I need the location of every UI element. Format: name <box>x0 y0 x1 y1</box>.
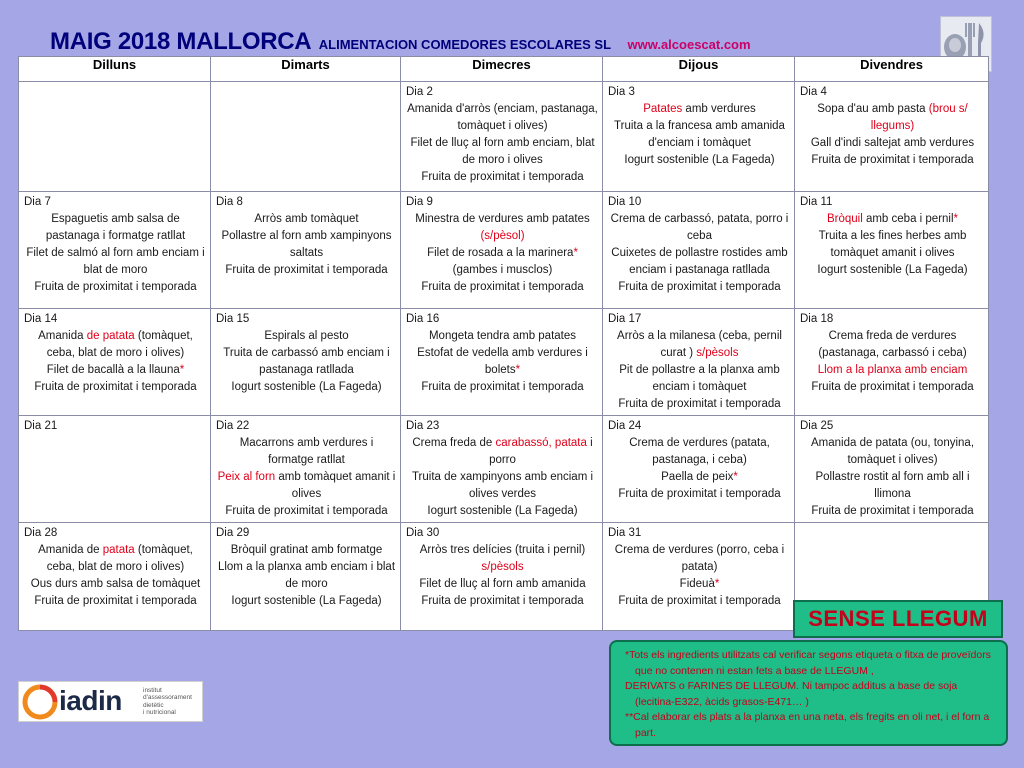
dish-line <box>608 211 791 245</box>
dish-line <box>406 435 599 469</box>
dish-line <box>406 328 599 345</box>
dish-text: Espirals al pesto <box>264 330 349 342</box>
day-label: Dia 23 <box>406 420 440 432</box>
dish-text: Truita de xampinyons amb enciam i olives verdes <box>411 471 594 500</box>
dish-text: Paella de peix <box>661 471 734 483</box>
day-label: Dia 29 <box>216 527 250 539</box>
iadin-logo <box>18 681 203 722</box>
dish-text: Amanida d'arròs (enciam, pastanaga, tomàquet i olives) <box>407 103 598 132</box>
dish-text: amb ceba i pernil <box>862 213 954 225</box>
dish-line <box>608 435 791 469</box>
dish-text: Fruita de proximitat i temporada <box>34 595 197 607</box>
dish-line <box>406 345 599 379</box>
highlighted-ingredient: * <box>179 364 185 376</box>
day-label: Dia 14 <box>24 313 58 325</box>
note-line: (lecitina-E322, àcids grasos-E471… ) <box>635 695 809 708</box>
menu-cell <box>603 309 795 416</box>
dish-line <box>406 469 599 503</box>
dish-text: Crema de verdures (patata, pastanaga, i ceba) <box>629 437 770 466</box>
dish-line <box>406 593 599 610</box>
dish-line <box>24 245 207 279</box>
dish-text: Arròs tres delícies (truita i pernil) <box>419 544 586 556</box>
note-line: DERIVATS o FARINES DE LLEGUM. Ni tampoc additus a base de soja <box>625 680 958 692</box>
dish-line <box>800 228 985 262</box>
dish-text: Amanida de patata (ou, tonyina, tomàquet i olives) <box>810 437 975 466</box>
dish-text: Crema freda de <box>412 437 496 449</box>
menu-cell <box>19 82 211 192</box>
dish-line <box>608 396 791 413</box>
dish-text: Fruita de proximitat i temporada <box>225 264 388 276</box>
menu-cell <box>603 192 795 309</box>
dish-line <box>800 262 985 279</box>
dish-line <box>800 211 985 228</box>
dish-line <box>24 279 207 296</box>
dish-text: (tomàquet, ceba, blat de moro i olives) <box>46 330 193 359</box>
dish-text: Gall d'indi saltejat amb verdures <box>810 137 975 149</box>
day-label: Dia 7 <box>24 196 51 208</box>
day-label: Dia 24 <box>608 420 642 432</box>
dish-text: Fruita de proximitat i temporada <box>618 488 781 500</box>
dish-text: Pollastre rostit al forn amb all i llimona <box>815 471 970 500</box>
dish-text: Filet de rosada a la marinera <box>427 247 574 259</box>
day-label: Dia 21 <box>24 420 58 432</box>
page-title <box>50 28 751 56</box>
header-dijous: Dijous <box>603 57 795 82</box>
menu-table <box>18 56 989 631</box>
dish-line <box>216 262 397 279</box>
dish-line <box>24 576 207 593</box>
weekday-header-row <box>19 57 989 82</box>
dish-text: Arròs a la milanesa (ceba, pernil curat ) <box>617 330 782 359</box>
dish-text: Fruita de proximitat i temporada <box>34 281 197 293</box>
dish-text: Iogurt sostenible (La Fageda) <box>624 154 775 166</box>
dish-line <box>608 542 791 576</box>
dish-line <box>800 152 985 169</box>
highlighted-ingredient: (s/pèsol) <box>480 230 525 242</box>
week-row <box>19 192 989 309</box>
dish-line <box>800 101 985 135</box>
dish-line <box>608 362 791 396</box>
day-label: Dia 15 <box>216 313 250 325</box>
note-line: *Tots els ingredients utilitzats cal verificar segons etiqueta o fitxa de proveïdors <box>625 649 991 661</box>
menu-cell <box>795 416 989 523</box>
day-label: Dia 25 <box>800 420 834 432</box>
dish-text: Bròquil gratinat amb formatge <box>230 544 383 556</box>
day-label: Dia 18 <box>800 313 834 325</box>
day-label: Dia 2 <box>406 86 433 98</box>
highlighted-ingredient: Patates <box>643 103 683 115</box>
dish-line <box>216 559 397 593</box>
dish-line <box>800 362 985 379</box>
menu-cell <box>795 309 989 416</box>
dish-line <box>608 152 791 169</box>
dish-text: Truita a la francesa amb amanida d'enciam i tomàquet <box>614 120 785 149</box>
header-divendres: Divendres <box>795 57 989 82</box>
dish-text: Fruita de proximitat i temporada <box>618 281 781 293</box>
dish-text: Truita de carbassó amb enciam i pastanaga ratllada <box>223 347 390 376</box>
dish-text: Iogurt sostenible (La Fageda) <box>231 381 382 393</box>
day-label: Dia 30 <box>406 527 440 539</box>
dish-text: amb tomàquet amanit i olives <box>275 471 396 500</box>
dish-line <box>24 542 207 576</box>
dish-line <box>406 135 599 169</box>
dish-line <box>216 593 397 610</box>
dish-line <box>406 169 599 186</box>
header-dimecres: Dimecres <box>401 57 603 82</box>
highlighted-ingredient: * <box>733 471 738 483</box>
dish-line <box>800 135 985 152</box>
highlighted-ingredient: Peix al forn <box>217 471 276 483</box>
day-label: Dia 11 <box>800 196 833 208</box>
dish-text: Estofat de vedella amb verdures i bolets <box>417 347 588 376</box>
dish-text: Iogurt sostenible (La Fageda) <box>231 595 382 607</box>
dish-line <box>24 362 207 379</box>
dish-line <box>406 279 599 296</box>
dish-line <box>216 379 397 396</box>
dish-line <box>216 211 397 228</box>
dish-text: Filet de lluç al forn amb enciam, blat de moro i olives <box>410 137 595 166</box>
dish-line <box>216 503 397 520</box>
day-label: Dia 3 <box>608 86 635 98</box>
menu-cell <box>211 82 401 192</box>
dish-line <box>800 469 985 503</box>
highlighted-ingredient: s/pèsols <box>481 561 524 573</box>
dish-text: Espaguetis amb salsa de pastanaga i formatge ratllat <box>45 213 186 242</box>
dish-text: (gambes i musclos) <box>452 264 553 276</box>
dish-text: Iogurt sostenible (La Fageda) <box>817 264 968 276</box>
dish-text: Filet de salmó al forn amb enciam i blat de moro <box>26 247 205 276</box>
menu-cell <box>19 416 211 523</box>
website-link[interactable]: www.alcoescat.com <box>627 37 751 52</box>
highlighted-ingredient: carabassó, patata <box>495 437 587 449</box>
menu-cell <box>19 523 211 631</box>
dish-line <box>406 211 599 245</box>
title-company: ALIMENTACION COMEDORES ESCOLARES SL <box>318 37 612 52</box>
dish-text: Filet de bacallà a la llauna <box>46 364 180 376</box>
dish-line <box>216 435 397 469</box>
dish-line <box>608 118 791 152</box>
highlighted-ingredient: s/pèsols <box>696 347 739 359</box>
dish-text: Fruita de proximitat i temporada <box>34 381 197 393</box>
menu-cell <box>211 309 401 416</box>
highlighted-ingredient: * <box>953 213 959 225</box>
dish-text: Crema de verdures (porro, ceba i patata) <box>614 544 785 573</box>
note-line: **Cal elaborar els plats a la planxa en una neta, els fregits en oli net, i el forn a <box>625 711 990 723</box>
dish-text: Fruita de proximitat i temporada <box>618 595 781 607</box>
dish-line <box>608 486 791 503</box>
menu-cell <box>401 309 603 416</box>
dish-text: Amanida <box>38 330 87 342</box>
dish-line <box>216 542 397 559</box>
dish-line <box>800 379 985 396</box>
menu-cell <box>603 82 795 192</box>
highlighted-ingredient: * <box>714 578 720 590</box>
iadin-tagline: institut d'assessorament dietètic i nutricional <box>143 687 192 716</box>
menu-cell <box>795 192 989 309</box>
dish-text: Macarrons amb verdures i formatge ratllat <box>239 437 374 466</box>
dish-line <box>800 503 985 520</box>
dish-text: Pollastre al forn amb xampinyons saltats <box>221 230 392 259</box>
dish-line <box>608 593 791 610</box>
menu-cell <box>401 523 603 631</box>
dish-line <box>24 379 207 396</box>
dish-line <box>608 576 791 593</box>
dish-line <box>608 469 791 486</box>
iadin-wordmark: iadin <box>59 685 122 716</box>
note-line: part. <box>635 726 657 739</box>
dish-line <box>24 211 207 245</box>
dish-text: Pit de pollastre a la planxa amb enciam i tomàquet <box>619 364 780 393</box>
menu-cell <box>401 416 603 523</box>
dish-text: Fruita de proximitat i temporada <box>811 381 974 393</box>
title-main: MAIG 2018 MALLORCA <box>50 28 312 55</box>
dish-text: Fruita de proximitat i temporada <box>421 595 584 607</box>
dish-line <box>24 328 207 362</box>
dish-text: Truita a les fines herbes amb tomàquet amanit i olives <box>818 230 967 259</box>
dish-text: Fruita de proximitat i temporada <box>421 171 584 183</box>
week-row <box>19 82 989 192</box>
week-row <box>19 416 989 523</box>
highlighted-ingredient: * <box>515 364 521 376</box>
iadin-logo-icon <box>22 684 58 720</box>
dish-text: Filet de lluç al forn amb amanida <box>419 578 586 590</box>
dish-line <box>406 245 599 279</box>
menu-cell <box>211 523 401 631</box>
menu-cell <box>19 309 211 416</box>
dish-text: Minestra de verdures amb patates <box>415 213 590 225</box>
highlighted-ingredient: Bròquil <box>826 213 863 225</box>
dish-text: Fruita de proximitat i temporada <box>618 398 781 410</box>
dish-line <box>608 245 791 279</box>
day-label: Dia 10 <box>608 196 642 208</box>
dish-text: Arròs amb tomàquet <box>254 213 359 225</box>
dish-text: Ous durs amb salsa de tomàquet <box>30 578 201 590</box>
menu-cell <box>401 82 603 192</box>
dish-line <box>406 503 599 520</box>
dish-line <box>608 101 791 118</box>
dish-text: Fideuà <box>679 578 715 590</box>
dish-text: Fruita de proximitat i temporada <box>421 281 584 293</box>
header-dimarts: Dimarts <box>211 57 401 82</box>
dish-text: Fruita de proximitat i temporada <box>225 505 388 517</box>
dish-line <box>24 593 207 610</box>
dish-text: Amanida de <box>38 544 103 556</box>
dish-line <box>216 345 397 379</box>
dish-text: Crema freda de verdures (pastanaga, carbassó i ceba) <box>818 330 967 359</box>
highlighted-ingredient: de patata <box>86 330 135 342</box>
dish-text: Fruita de proximitat i temporada <box>811 154 974 166</box>
dish-line <box>406 379 599 396</box>
dish-line <box>800 435 985 469</box>
dish-line <box>406 542 599 576</box>
dish-text: i porro <box>489 437 593 466</box>
dish-line <box>216 469 397 503</box>
highlighted-ingredient: Llom a la planxa amb enciam <box>817 364 968 376</box>
day-label: Dia 9 <box>406 196 433 208</box>
menu-cell <box>795 82 989 192</box>
day-label: Dia 22 <box>216 420 250 432</box>
dish-text: Fruita de proximitat i temporada <box>811 505 974 517</box>
highlighted-ingredient: * <box>573 247 578 259</box>
menu-cell <box>211 416 401 523</box>
dish-line <box>406 101 599 135</box>
menu-cell <box>19 192 211 309</box>
dish-text: Sopa d'au amb pasta <box>817 103 929 115</box>
dish-text: Iogurt sostenible (La Fageda) <box>427 505 578 517</box>
dish-line <box>406 576 599 593</box>
dish-line <box>608 328 791 362</box>
day-label: Dia 28 <box>24 527 58 539</box>
day-label: Dia 17 <box>608 313 642 325</box>
day-label: Dia 16 <box>406 313 440 325</box>
dish-text: Mongeta tendra amb patates <box>428 330 577 342</box>
dish-text: (tomàquet, ceba, blat de moro i olives) <box>46 544 193 573</box>
menu-cell <box>211 192 401 309</box>
dish-line <box>608 279 791 296</box>
menu-cell <box>603 416 795 523</box>
day-label: Dia 31 <box>608 527 642 539</box>
dish-text: Cuixetes de pollastre rostides amb enciam i pastanaga ratllada <box>611 247 788 276</box>
dish-text: Crema de carbassó, patata, porro i ceba <box>610 213 789 242</box>
day-label: Dia 4 <box>800 86 827 98</box>
note-line: que no contenen ni estan fets a base de LLEGUM , <box>635 664 874 677</box>
menu-cell <box>603 523 795 631</box>
dish-line <box>216 328 397 345</box>
week-row <box>19 309 989 416</box>
dish-line <box>800 328 985 362</box>
highlighted-ingredient: patata <box>102 544 135 556</box>
sense-llegum-label: SENSE LLEGUM <box>793 600 1003 638</box>
day-label: Dia 8 <box>216 196 243 208</box>
header-dilluns: Dilluns <box>19 57 211 82</box>
dish-text: Fruita de proximitat i temporada <box>421 381 584 393</box>
menu-cell <box>401 192 603 309</box>
highlighted-ingredient: (brou s/ llegums) <box>870 103 968 132</box>
allergen-notes <box>609 640 1008 746</box>
dish-line <box>216 228 397 262</box>
dish-text: Llom a la planxa amb enciam i blat de moro <box>217 561 396 590</box>
dish-text: amb verdures <box>682 103 756 115</box>
